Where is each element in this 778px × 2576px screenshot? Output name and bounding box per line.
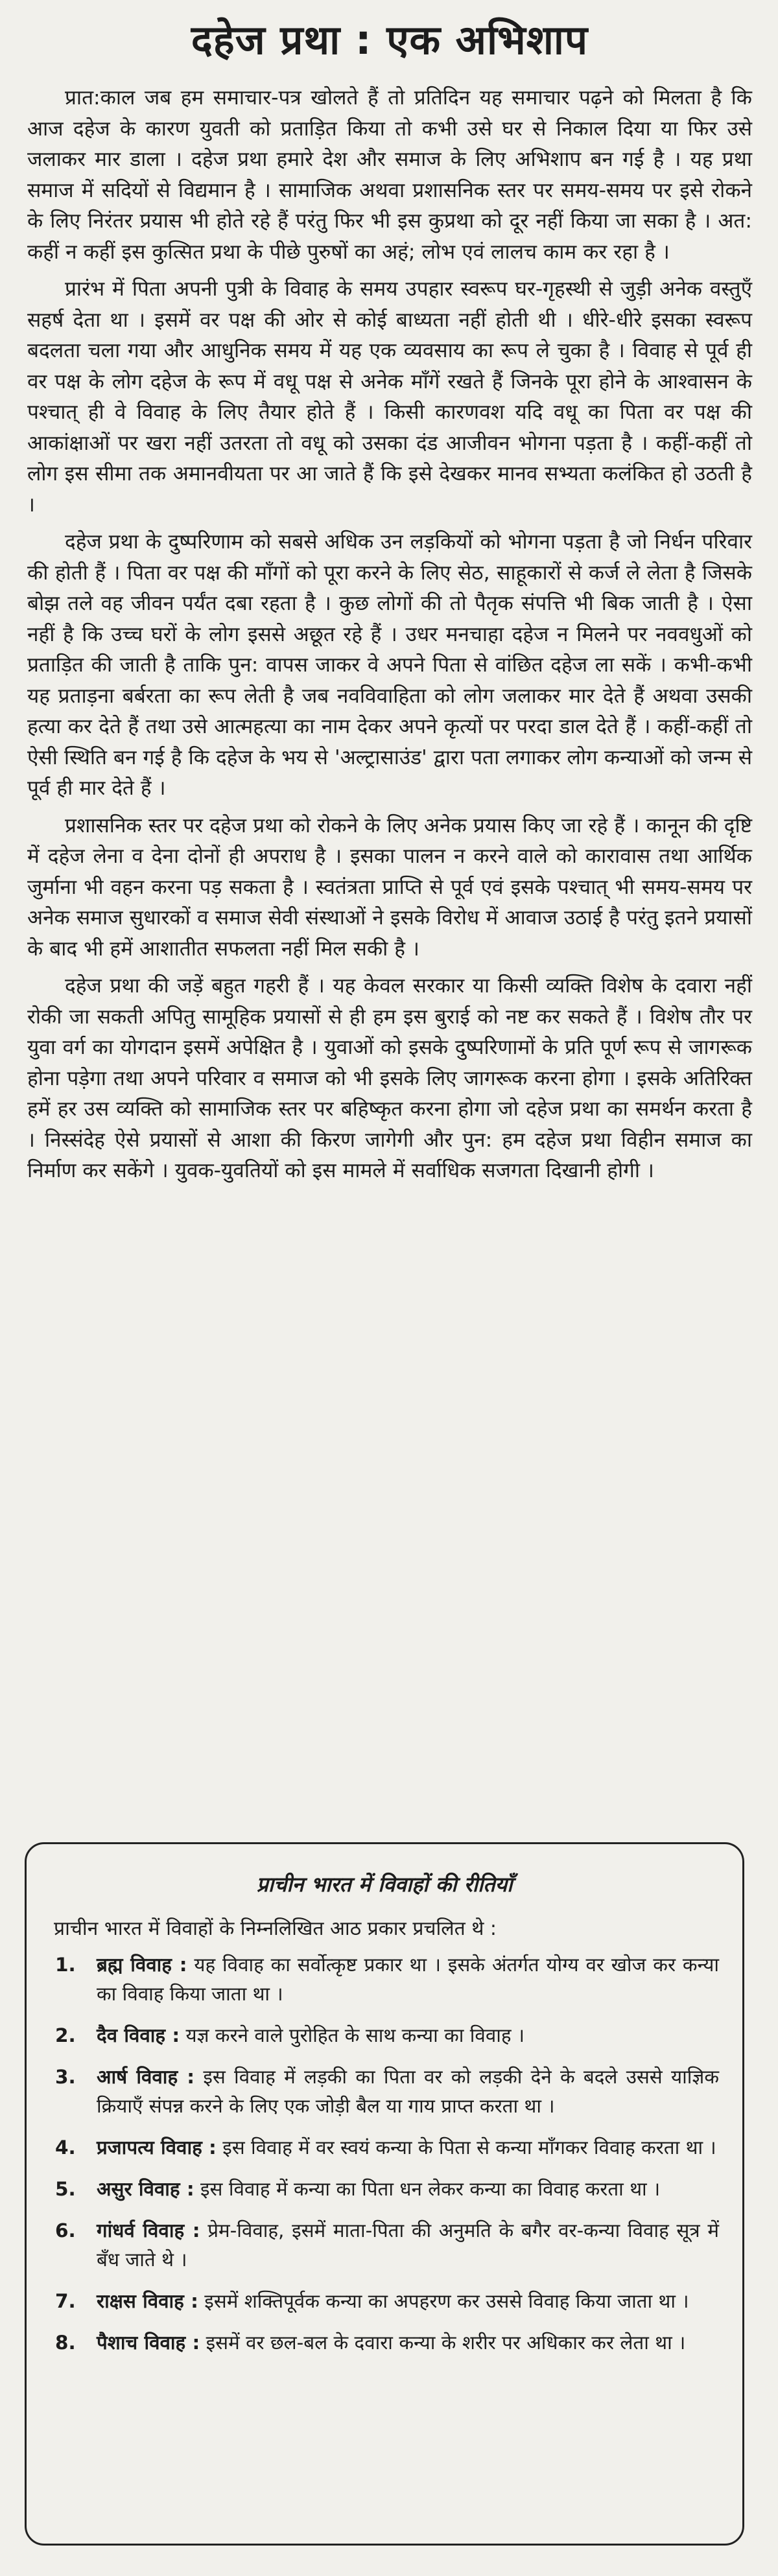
list-item [50, 2328, 719, 2358]
item-text: इस विवाह में कन्या का पिता धन लेकर कन्या का विवाह करता था । [194, 2178, 661, 2200]
item-text: इसमें वर छल-बल के दवारा कन्या के शरीर पर अधिकार कर लेता था । [200, 2332, 686, 2354]
item-term: ब्रह्म विवाह : [97, 1954, 187, 1976]
item-number: 3. [55, 2066, 76, 2088]
item-number: 4. [55, 2137, 76, 2159]
item-term: पैशाच विवाह : [97, 2332, 200, 2354]
item-text-block [97, 2216, 719, 2275]
list-item [50, 2133, 719, 2162]
item-number: 1. [55, 1954, 76, 1976]
item-number: 2. [55, 2024, 76, 2046]
list-item [50, 2216, 719, 2275]
list-item [50, 2021, 719, 2050]
item-number: 7. [55, 2290, 76, 2312]
item-text-block [97, 1950, 719, 2009]
item-text: प्रेम-विवाह, इसमें माता-पिता की अनुमति के बगैर वर-कन्या विवाह सूत्र में बँध जाते थे । [97, 2219, 719, 2271]
info-box-intro: प्राचीन भारत में विवाहों के निम्नलिखित आठ प्रकार प्रचलित थे : [54, 1917, 497, 1940]
item-text: यज्ञ करने वाले पुरोहित के साथ कन्या का विवाह । [180, 2024, 525, 2046]
item-number: 6. [55, 2219, 76, 2242]
item-term: गांधर्व विवाह : [97, 2219, 200, 2242]
page-title: दहेज प्रथा : एक अभिशाप [191, 16, 589, 64]
paragraph-1: प्रात:काल जब हम समाचार-पत्र खोलते हैं तो प्रतिदिन यह समाचार पढ़ने को मिलता है कि आज दहेज के कारण युवती को प्रताड़ित किया तो कभी उसे घर से निकाल दिया या फिर उसे जलाकर मार डाला । दहेज प्रथा हमारे देश और समाज के लिए अभिशाप बन गई है । यह प्रथा समाज में सदियों से विद्यमान है । सामाजिक अथवा प्रशासनिक स्तर पर समय-समय पर इसे रोकने के लिए निरंतर प्रयास भी होते रहे हैं परंतु फिर भी इस कुप्रथा को दूर नहीं किया जा सका है । अत: कहीं न कहीं इस कुत्सित प्रथा के पीछे पुरुषों का अहं; लोभ एवं लालच काम कर रहा है । [27, 86, 752, 264]
item-term: असुर विवाह : [97, 2178, 194, 2200]
paragraph-5: दहेज प्रथा की जड़ें बहुत गहरी हैं । यह केवल सरकार या किसी व्यक्ति विशेष के दवारा नहीं रोकी जा सकती अपितु सामूहिक प्रयासों से ही हम इस बुराई को नष्ट कर सकते हैं । विशेष तौर पर युवा वर्ग का योगदान इसमें अपेक्षित है । युवाओं को इसके दुष्परिणामों के प्रति पूर्ण रूप से जागरूक होना पड़ेगा तथा अपने परिवार व समाज को भी इसके लिए जागरूक करना होगा । इसके अतिरिक्त हमें हर उस व्यक्ति को सामाजिक स्तर पर बहिष्कृत करना होगा जो दहेज प्रथा का समर्थन करता है । निस्संदेह ऐसे प्रयासों से आशा की किरण जागेगी और पुन: हम दहेज प्रथा विहीन समाज का निर्माण कर सकेंगे । युवक-युवतियों को इस मामले में सर्वाधिक सजगता दिखानी होगी । [27, 974, 752, 1182]
list-item [50, 2287, 719, 2316]
paragraph-2: प्रारंभ में पिता अपनी पुत्री के विवाह के समय उपहार स्वरूप घर-गृहस्थी से जुड़ी अनेक वस्तुएँ सहर्ष देता था । इसमें वर पक्ष की ओर से कोई बाध्यता नहीं होती थी । धीरे-धीरे इसका स्वरूप बदलता चला गया और आधुनिक समय में यह एक व्यवसाय का रूप ले चुका है । विवाह से पूर्व ही वर पक्ष के लोग दहेज के रूप में वधू पक्ष से अनेक माँगें रखते हैं जिनके पूरा होने के आश्वासन के पश्चात् ही वे विवाह के लिए तैयार होते हैं । किसी कारणवश यदि वधू का पिता वर पक्ष की आकांक्षाओं पर खरा नहीं उतरता तो वधू को उसका दंड आजीवन भोगना पड़ता है । कहीं-कहीं तो लोग इस सीमा तक अमानवीयता पर आ जाते हैं कि इसे देखकर मानव सभ्यता कलंकित हो उठती है । [27, 277, 752, 517]
item-term: दैव विवाह : [97, 2024, 180, 2046]
item-term: राक्षस विवाह : [97, 2290, 198, 2312]
item-text: यह विवाह का सर्वोत्कृष्ट प्रकार था । इसके अंतर्गत योग्य वर खोज कर कन्या का विवाह किया जाता था । [97, 1954, 719, 2005]
list-item [50, 2175, 719, 2204]
item-text-block [97, 2021, 719, 2050]
item-text-block [97, 2133, 719, 2162]
marriage-types-list [50, 1950, 719, 2358]
info-box-title: प्राचीन भारत में विवाहों की रीतियाँ [256, 1872, 513, 1897]
item-number: 5. [55, 2178, 76, 2200]
item-text: इस विवाह में वर स्वयं कन्या के पिता से कन्या माँगकर विवाह करता था । [216, 2137, 716, 2159]
item-text-block [97, 2175, 719, 2204]
list-item [50, 2063, 719, 2121]
paragraph-3: दहेज प्रथा के दुष्परिणाम को सबसे अधिक उन लड़कियों को भोगना पड़ता है जो निर्धन परिवार की होती हैं । पिता वर पक्ष की माँगों को पूरा करने के लिए सेठ, साहूकारों से कर्ज ले लेता है जिसके बोझ तले वह जीवन पर्यंत दबा रहता है । कुछ लोगों की तो पैतृक संपत्ति भी बिक जाती है । ऐसा नहीं है कि उच्च घरों के लोग इससे अछूत रहे हैं । उधर मनचाहा दहेज न मिलने पर नववधुओं को प्रताड़ित की जाती है ताकि पुन: वापस जाकर वे अपने पिता से वांछित दहेज ला सकें । कभी-कभी यह प्रताड़ना बर्बरता का रूप लेती है जब नवविवाहिता को लोग जलाकर मार देते हैं अथवा उसकी हत्या कर देते हैं तथा उसे आत्महत्या का नाम देकर अपने कृत्यों पर परदा डाल देते हैं । कहीं-कहीं तो ऐसी स्थिति बन गई है कि दहेज के भय से 'अल्ट्रासाउंड' द्वारा पता लगाकर लोग कन्याओं को जन्म से पूर्व ही मार देते हैं । [27, 530, 752, 800]
item-text-block [97, 2328, 719, 2358]
item-number: 8. [55, 2332, 76, 2354]
paragraph-4: प्रशासनिक स्तर पर दहेज प्रथा को रोकने के लिए अनेक प्रयास किए जा रहे हैं । कानून की दृष्टि में दहेज लेना व देना दोनों ही अपराध है । इसका पालन न करने वाले को कारावास तथा आर्थिक जुर्माना भी वहन करना पड़ सकता है । स्वतंत्रता प्राप्ति से पूर्व एवं इसके पश्चात् भी समय-समय पर अनेक समाज सुधारकों व समाज सेवी संस्थाओं ने इसके विरोध में आवाज उठाई है परंतु इतने प्रयासों के बाद भी हमें आशातीत सफलता नहीं मिल सकी है । [27, 814, 752, 961]
item-text-block [97, 2287, 719, 2316]
item-text: इस विवाह में लड़की का पिता वर को लड़की देने के बदले उससे याज्ञिक क्रियाएँ संपन्न करने के लिए एक जोड़ी बैल या गाय प्राप्त करता था । [97, 2066, 719, 2117]
item-text: इसमें शक्तिपूर्वक कन्या का अपहरण कर उससे विवाह किया जाता था । [198, 2290, 689, 2312]
list-item [50, 1950, 719, 2009]
info-box [25, 1842, 744, 2546]
item-term: आर्ष विवाह : [97, 2066, 195, 2088]
document-page [0, 14, 778, 2576]
item-text-block [97, 2063, 719, 2121]
item-term: प्रजापत्य विवाह : [97, 2137, 217, 2159]
essay-body [27, 83, 752, 1187]
